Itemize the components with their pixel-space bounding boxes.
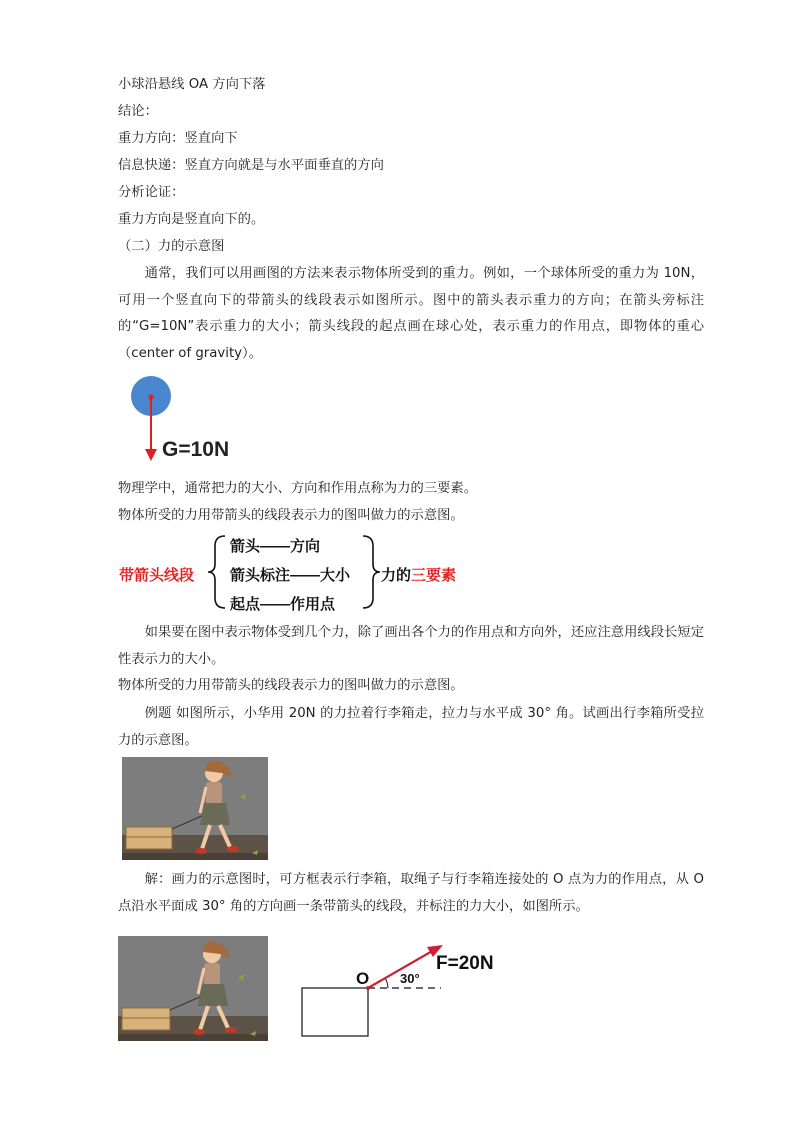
line-1: 小球沿悬线 OA 方向下落 (118, 77, 266, 92)
paragraph-three-elements: 物理学中，通常把力的大小、方向和作用点称为力的三要素。 (118, 481, 478, 496)
gravity-arrow-head (145, 449, 157, 461)
angle-arc (385, 978, 388, 988)
gravity-figure (128, 375, 268, 465)
line-4: 信息快递：竖直方向就是与水平面垂直的方向 (118, 158, 384, 173)
force-diagram (296, 936, 516, 1046)
line-6: 重力方向是竖直向下的。 (118, 212, 265, 227)
element-row-direction: 箭头——方向 (230, 538, 321, 555)
paragraph-multiple-forces: 如果要在图中表示物体受到几个力，除了画出各个力的作用点和方向外，还应注意用线段长短定性表示力的大小。 (118, 625, 704, 667)
arrow-segment-label: 带箭头线段 (119, 567, 195, 584)
line-5: 分析论证： (118, 185, 185, 200)
paragraph-solution: 解：画力的示意图时，可方框表示行李箱，取绳子与行李箱连接处的 O 点为力的作用点，从 O 点沿水平面成 30° 角的方向画一条带箭头的线段，并标注的力大小，如图所示。 (118, 872, 704, 914)
gravity-label: G=10N (162, 438, 230, 461)
right-brace (363, 536, 380, 608)
suitcase-box (302, 988, 368, 1036)
left-brace (208, 536, 225, 608)
paragraph-definition: 物体所受的力用带箭头的线段表示力的图叫做力的示意图。 (118, 508, 464, 523)
section-heading: （二）力的示意图 (118, 239, 225, 254)
line-2: 结论： (118, 104, 158, 119)
girl-pulling-suitcase-illustration (122, 757, 268, 860)
paragraph-definition-repeat: 物体所受的力用带箭头的线段表示力的图叫做力的示意图。 (118, 678, 464, 693)
three-elements-summary (381, 564, 456, 585)
paragraph-gravity-intro: 通常，我们可以用画图的方法来表示物体所受到的重力。例如，一个球体所受的重力为 10N，可用一个竖直向下的带箭头的线段表示如图所示。图中的箭头表示重力的方向；在箭头旁标注的“G=10N”表示重力的大小；箭头线段的起点画在球心处，表示重力的作用点，即物体的重心（center of gravity）。 (118, 266, 704, 361)
element-row-point: 起点——作用点 (230, 596, 336, 613)
summary-highlight: 三要素 (411, 567, 457, 584)
paragraph-example: 例题 如图所示，小华用 20N 的力拉着行李箱走，拉力与水平成 30° 角。试画出行李箱所受拉力的示意图。 (118, 706, 704, 748)
element-row-magnitude: 箭头标注——大小 (230, 567, 351, 584)
girl-pulling-suitcase-illustration-2 (118, 936, 268, 1041)
force-label: F=20N (436, 953, 494, 974)
line-3: 重力方向：竖直向下 (118, 131, 238, 146)
three-elements-diagram (115, 532, 495, 612)
angle-label: 30° (400, 971, 420, 986)
summary-prefix: 力的 (381, 567, 412, 584)
point-o-label: O (356, 969, 370, 988)
